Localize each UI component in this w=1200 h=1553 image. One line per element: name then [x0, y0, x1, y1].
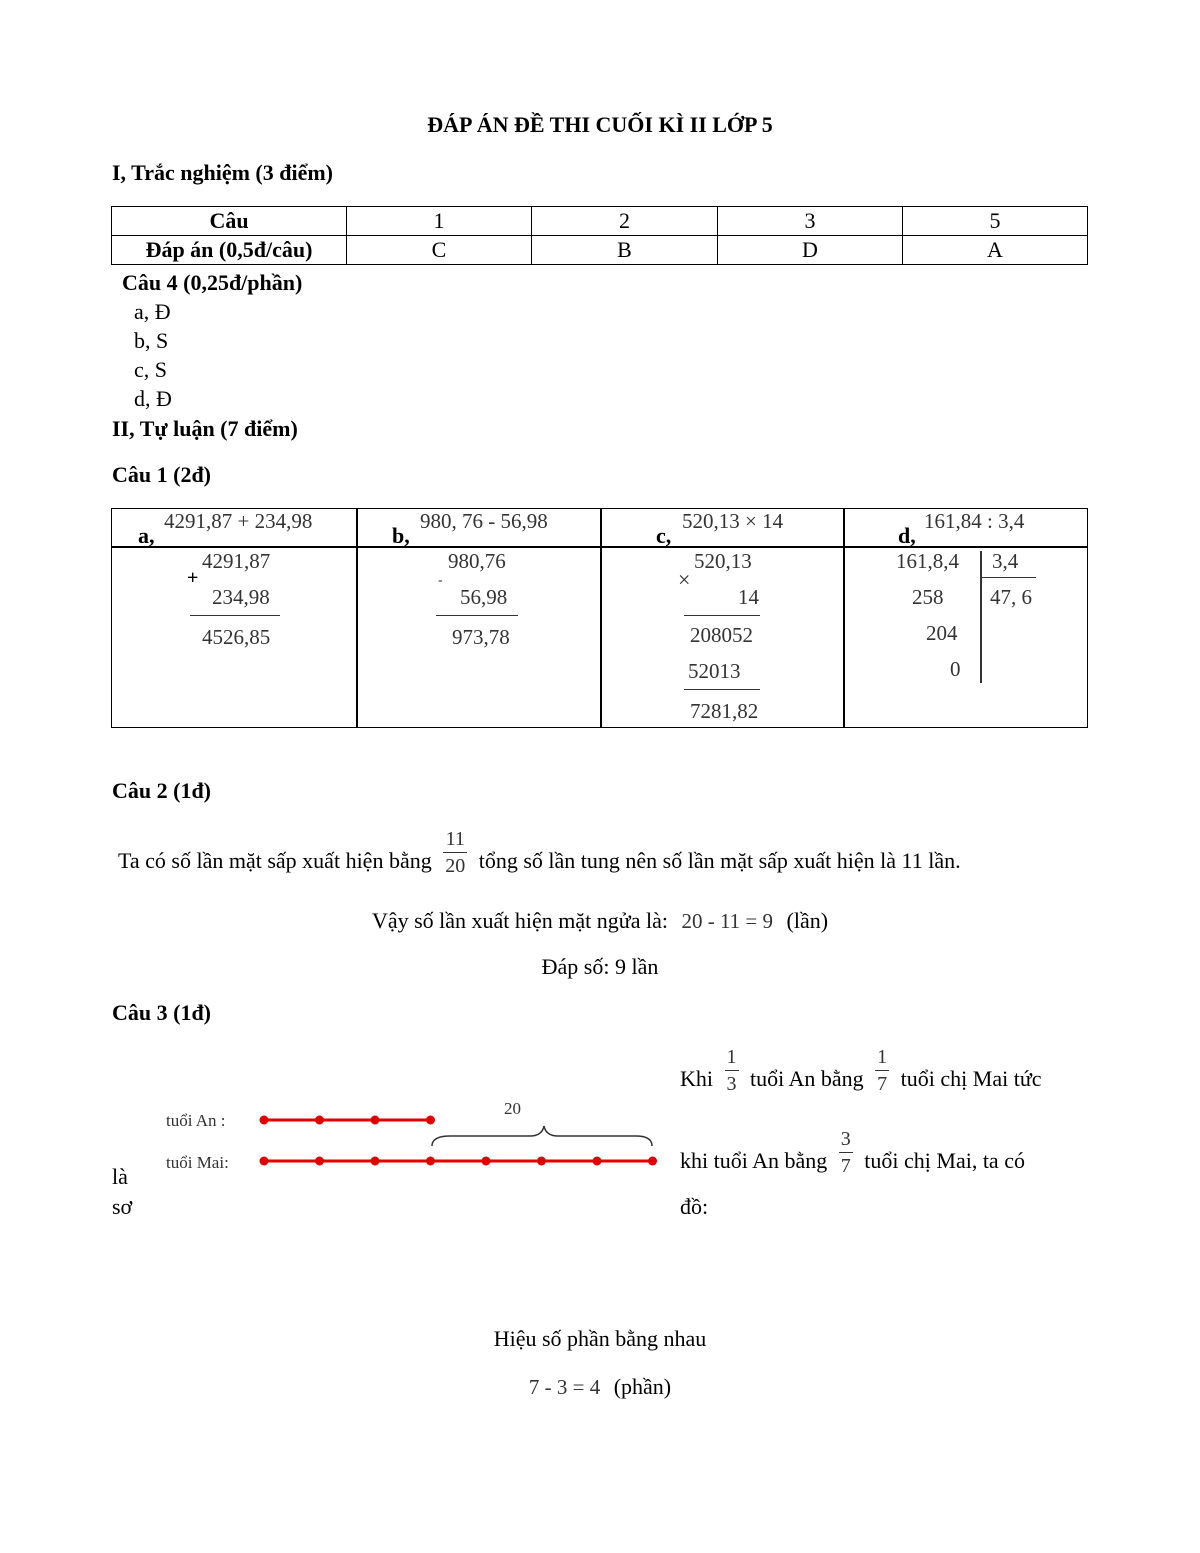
divider: [356, 509, 358, 727]
diff-line: [0, 1374, 1200, 1400]
answer-cell: A: [903, 236, 1088, 265]
page-title: ĐÁP ÁN ĐỀ THI CUỐI KÌ II LỚP 5: [427, 112, 773, 137]
calc-d-r1: 258: [912, 585, 944, 609]
diff-heading: Hiệu số phần bằng nhau: [493, 1326, 707, 1351]
part2-heading: II, Tự luận (7 điểm): [112, 416, 298, 441]
segment-mai-point: [537, 1157, 546, 1166]
segment-mai-point: [648, 1157, 657, 1166]
calc-b-result: 973,78: [452, 625, 510, 649]
calc-d-label: d,: [898, 523, 916, 548]
segment-mai-point: [315, 1157, 324, 1166]
segment-mai-point: [426, 1157, 435, 1166]
calc-d-r2: 204: [926, 621, 958, 645]
q3-text: Khi: [680, 1065, 713, 1091]
q3-text: tuổi chị Mai tức: [900, 1065, 1042, 1091]
calc-c-label: c,: [656, 523, 672, 548]
question-cell: 3: [718, 207, 903, 236]
multiply-icon: ×: [678, 567, 691, 592]
q2-line2-post: (lần): [786, 908, 829, 933]
calc-c-n1: 520,13: [694, 549, 752, 573]
divider: [600, 509, 602, 727]
segment-an-point: [371, 1116, 380, 1125]
calc-d-divisor: 3,4: [992, 549, 1019, 573]
answer-table: [111, 206, 1088, 265]
q3-text: tuổi chị Mai, ta có: [864, 1147, 1025, 1173]
divider: [112, 546, 1087, 548]
q4-item: a, Đ: [134, 299, 171, 324]
q2-answer: Đáp số: 9 lần: [541, 954, 659, 979]
fraction-numerator: 3: [839, 1126, 853, 1153]
calc-d-quotient: 47, 6: [990, 585, 1032, 609]
q2-line2-pre: Vậy số lần xuất hiện mặt ngửa là:: [371, 908, 668, 933]
q2-line1-post: tổng số lần tung nên số lần mặt sấp xuất hiện là 11 lần.: [478, 847, 961, 873]
calc-a-result: 4526,85: [202, 625, 271, 649]
fraction-denominator: 3: [726, 1073, 737, 1095]
diff-math: 7 - 3 = 4: [528, 1375, 601, 1399]
calc-c-expr: 520,13 × 14: [682, 509, 784, 533]
q3-text: khi tuổi An bằng: [680, 1147, 828, 1173]
calc-b-n2: 56,98: [460, 585, 508, 609]
calc-a-n1: 4291,87: [202, 549, 271, 573]
calc-c-result: 7281,82: [690, 699, 759, 723]
age-segment-diagram: [150, 1090, 670, 1180]
division-line: [982, 577, 1036, 578]
q4-item: c, S: [134, 357, 167, 382]
sum-line: [190, 615, 280, 616]
fraction-denominator: 20: [445, 855, 466, 877]
part1-heading: I, Trắc nghiệm (3 điểm): [112, 160, 333, 185]
segment-an-point: [315, 1116, 324, 1125]
calc-a-expr: 4291,87 + 234,98: [164, 509, 313, 533]
calc-d-dividend: 161,8,4: [896, 549, 959, 573]
segment-mai-point: [593, 1157, 602, 1166]
fraction-denominator: 7: [877, 1073, 888, 1095]
q4-item: d, Đ: [134, 386, 172, 411]
label-mai: tuổi Mai:: [166, 1153, 229, 1172]
q3-text-line1: [680, 1044, 1042, 1097]
q3-text-line2: [680, 1126, 1025, 1179]
answer-cell: C: [347, 236, 532, 265]
answer-cell: D: [718, 236, 903, 265]
calc-c-n2: 14: [738, 585, 759, 609]
segment-an-point: [260, 1116, 269, 1125]
fraction-denominator: 7: [840, 1155, 851, 1177]
segment-mai-point: [260, 1157, 269, 1166]
q3-text: tuổi An bằng: [750, 1065, 864, 1091]
diff-unit: (phần): [613, 1374, 672, 1399]
minus-icon: -: [438, 573, 443, 588]
q3-left-text: là: [112, 1164, 128, 1189]
table-row: [112, 207, 1088, 236]
question-cell: 2: [532, 207, 718, 236]
divider: [843, 509, 845, 727]
calc-b-expr: 980, 76 - 56,98: [420, 509, 548, 533]
question-cell: 5: [903, 207, 1088, 236]
q3-fraction-1: [725, 1044, 739, 1097]
brace-label: 20: [504, 1099, 521, 1118]
fraction-numerator: 11: [443, 826, 467, 853]
division-bar: [980, 551, 982, 683]
segment-an: [260, 1116, 436, 1125]
calc-a-label: a,: [138, 523, 155, 548]
calc-b-label: b,: [392, 523, 410, 548]
q2-fraction: [443, 826, 467, 879]
calc-d-expr: 161,84 : 3,4: [924, 509, 1025, 533]
header-cell: Câu: [112, 207, 347, 236]
calc-a-n2: 234,98: [212, 585, 270, 609]
q2-line1: [118, 826, 961, 879]
q3-fraction-3: [839, 1126, 853, 1179]
product-line: [684, 615, 760, 616]
brace-icon: [432, 1126, 652, 1146]
segment-mai-point: [482, 1157, 491, 1166]
calc-d-r3: 0: [950, 657, 961, 681]
segment-mai-point: [371, 1157, 380, 1166]
answer-cell: B: [532, 236, 718, 265]
q4-item: b, S: [134, 328, 169, 353]
q4-heading: Câu 4 (0,25đ/phần): [122, 270, 303, 295]
q2-line2: [0, 908, 1200, 934]
q3-fraction-2: [875, 1044, 889, 1097]
calc-table: [111, 508, 1088, 728]
q2-heading: Câu 2 (1đ): [112, 778, 212, 803]
segment-mai: [260, 1157, 658, 1166]
q2-line1-pre: Ta có số lần mặt sấp xuất hiện bằng: [118, 847, 432, 873]
label-an: tuổi An :: [166, 1111, 226, 1130]
answer-label-cell: Đáp án (0,5đ/câu): [112, 236, 347, 265]
product-line: [684, 689, 760, 690]
q3-left-text: sơ: [112, 1194, 133, 1219]
calc-c-p1: 208052: [690, 623, 753, 647]
question-cell: 1: [347, 207, 532, 236]
q3-heading: Câu 3 (1đ): [112, 1000, 212, 1025]
q1-heading: Câu 1 (2đ): [112, 462, 212, 487]
q3-text-line3: đồ:: [680, 1194, 709, 1219]
fraction-numerator: 1: [875, 1044, 889, 1071]
plus-icon: +: [187, 567, 199, 589]
segment-an-point: [426, 1116, 435, 1125]
calc-c-p2: 52013: [688, 659, 741, 683]
difference-line: [436, 615, 518, 616]
q2-line2-math: 20 - 11 = 9: [681, 909, 774, 933]
calc-b-n1: 980,76: [448, 549, 506, 573]
fraction-numerator: 1: [725, 1044, 739, 1071]
table-row: [112, 236, 1088, 265]
